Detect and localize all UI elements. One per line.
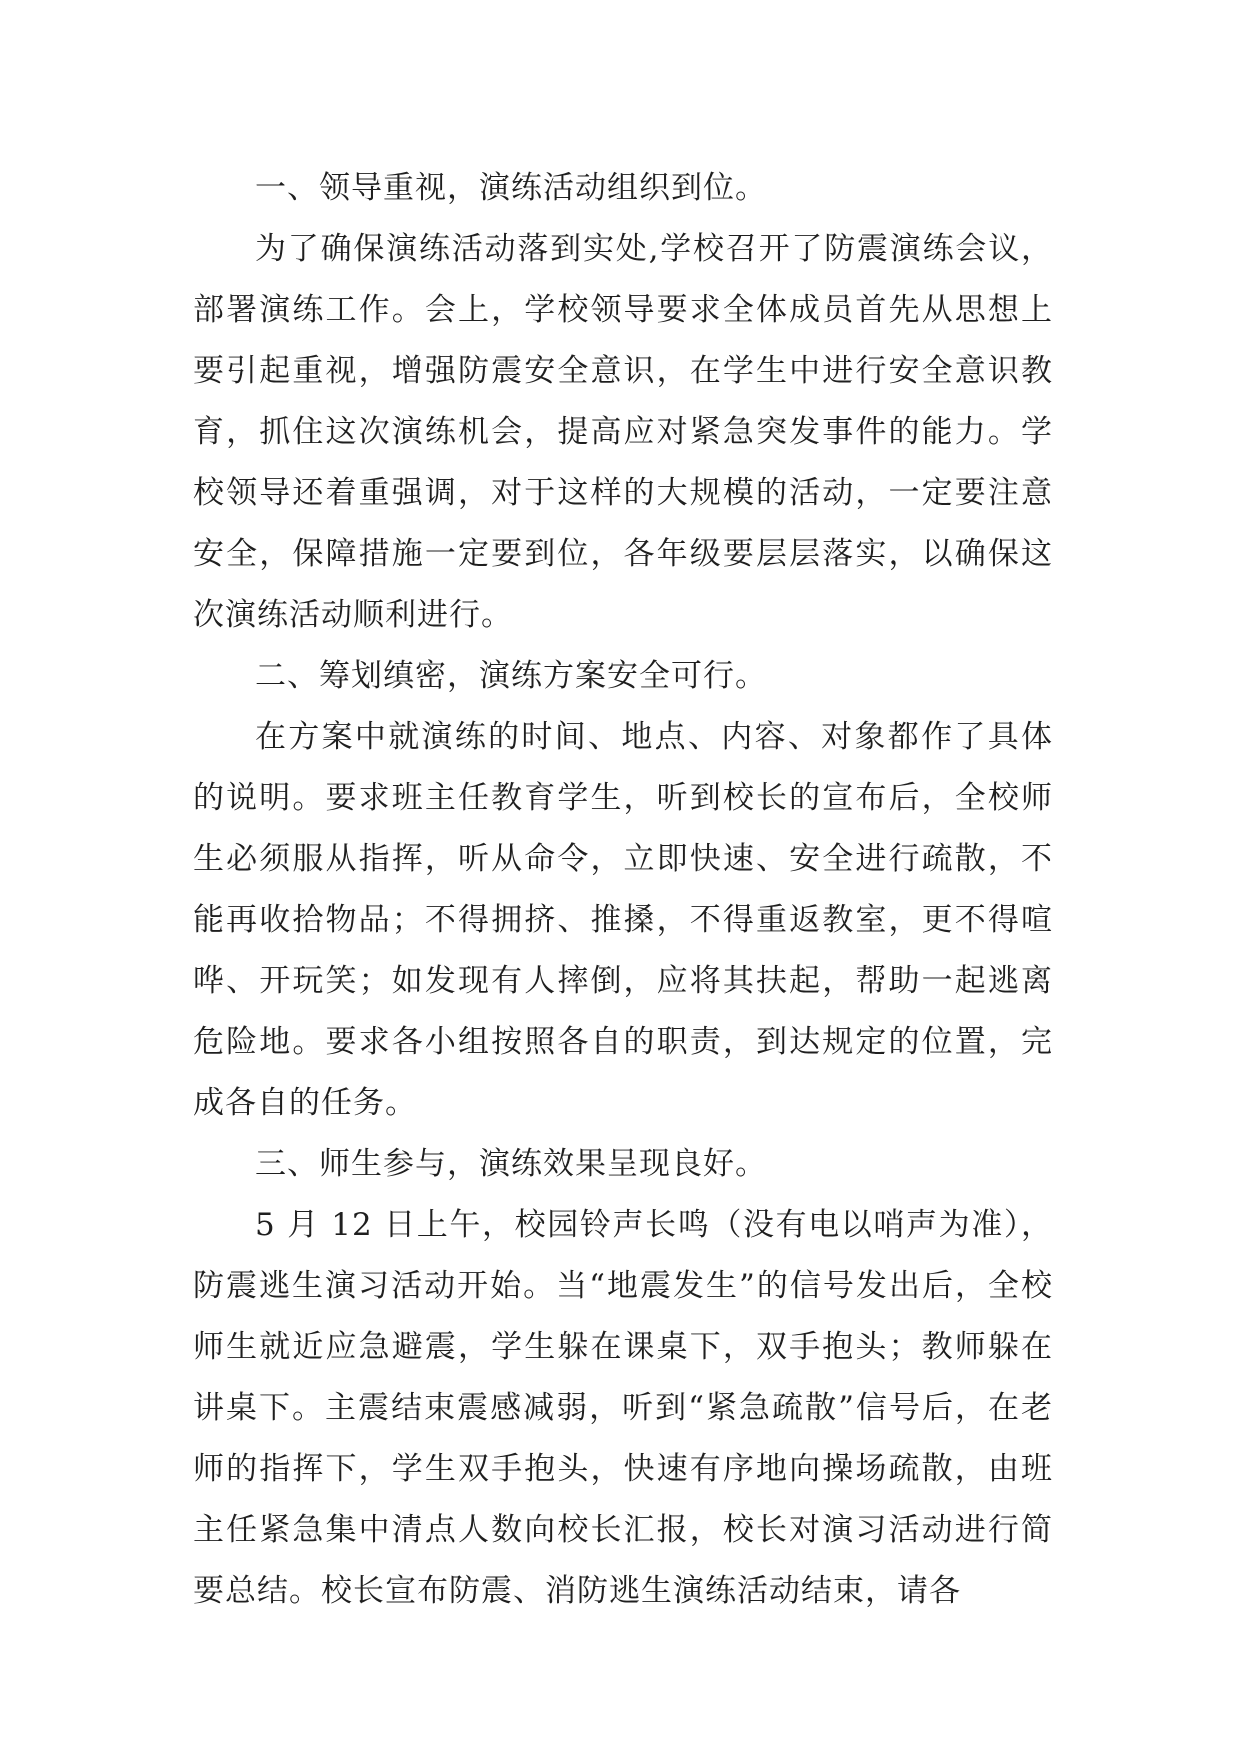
paragraph-1: 为了确保演练活动落到实处,学校召开了防震演练会议，部署演练工作。会上，学校领导要求全体成员首先从思想上要引起重视，增强防震安全意识，在学生中进行安全意识教育，抓住这次演练机会，提高应对紧急突发事件的能力。学校领导还着重强调，对于这样的大规模的活动，一定要注意安全，保障措施一定要到位，各年级要层层落实，以确保这次演练活动顺利进行。 bbox=[193, 231, 1053, 633]
paragraph-3: 5 月 12 日上午，校园铃声长鸣（没有电以哨声为准），防震逃生演习活动开始。当“地震发生”的信号发出后，全校师生就近应急避震，学生躲在课桌下，双手抱头；教师躲在讲桌下。主震结束震感减弱，听到“紧急疏散”信号后，在老师的指挥下，学生双手抱头，快速有序地向操场疏散，由班主任紧急集中清点人数向校长汇报，校长对演习活动进行简要总结。校长宣布防震、消防逃生演练活动结束，请各 bbox=[193, 1207, 1053, 1609]
section-heading-3: 三、师生参与，演练效果呈现良好。 bbox=[255, 1146, 767, 1182]
section-heading-2: 二、筹划缜密，演练方案安全可行。 bbox=[255, 658, 767, 694]
document-body bbox=[193, 158, 1053, 1622]
paragraph-2: 在方案中就演练的时间、地点、内容、对象都作了具体的说明。要求班主任教育学生，听到校长的宣布后，全校师生必须服从指挥，听从命令，立即快速、安全进行疏散，不能再收拾物品；不得拥挤、推搡，不得重返教室，更不得喧哗、开玩笑；如发现有人摔倒，应将其扶起，帮助一起逃离危险地。要求各小组按照各自的职责，到达规定的位置，完成各自的任务。 bbox=[193, 719, 1053, 1121]
section-heading-1: 一、领导重视，演练活动组织到位。 bbox=[255, 170, 767, 206]
